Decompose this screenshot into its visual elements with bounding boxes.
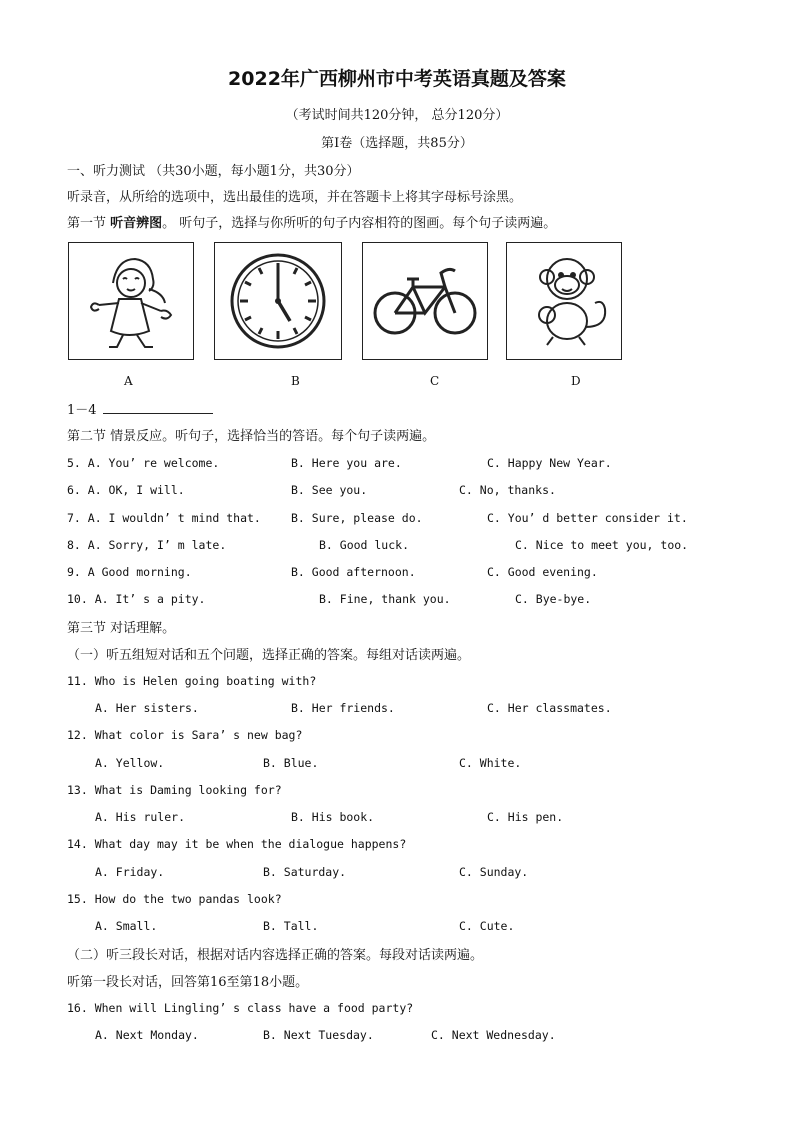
picture-label-d: D <box>571 374 581 388</box>
q13-question: 13. What is Daming looking for? <box>67 783 282 797</box>
picture-label-a: A <box>124 374 133 388</box>
picture-a <box>68 242 194 360</box>
picture-d <box>506 242 622 360</box>
section1-prefix: 第一节 <box>67 216 111 231</box>
q6-c: C. No, thanks. <box>459 483 556 497</box>
q13-a: A. His ruler. <box>95 810 186 824</box>
q11-a: A. Her sisters. <box>95 701 199 715</box>
question-1-4 <box>67 399 213 418</box>
q9-c: C. Good evening. <box>487 565 598 579</box>
section2-heading: 第二节 情景反应。听句子，选择恰当的答语。每个句子读两遍。 <box>67 429 436 444</box>
q11-c: C. Her classmates. <box>487 701 612 715</box>
q14-b: B. Saturday. <box>263 865 347 879</box>
q11-question: 11. Who is Helen going boating with? <box>67 674 317 688</box>
part1-instruction: 听录音，从所给的选项中，选出最佳的选项，并在答题卡上将其字母标号涂黑。 <box>67 190 523 205</box>
q15-c: C. Cute. <box>459 919 515 933</box>
q7-a: 7. A. I wouldn’ t mind that. <box>67 511 261 525</box>
q16-a: A. Next Monday. <box>95 1028 199 1042</box>
q8-a: 8. A. Sorry, I’ m late. <box>67 538 227 552</box>
section1-rest: 。 听句子，选择与你所听的句子内容相符的图画。每个句子读两遍。 <box>162 216 557 231</box>
page-title: 2022年广西柳州市中考英语真题及答案 <box>228 68 566 90</box>
q9-a: 9. A Good morning. <box>67 565 192 579</box>
volume-heading: 第Ⅰ卷（选择题，共85分） <box>321 136 473 151</box>
q15-question: 15. How do the two pandas look? <box>67 892 282 906</box>
q12-c: C. White. <box>459 756 522 770</box>
q13-c: C. His pen. <box>487 810 564 824</box>
q6-a: 6. A. OK, I will. <box>67 483 185 497</box>
picture-b <box>214 242 342 360</box>
q12-question: 12. What color is Sara’ s new bag? <box>67 728 303 742</box>
q8-b: B. Good luck. <box>319 538 410 552</box>
picture-c <box>362 242 488 360</box>
q10-a: 10. A. It’ s a pity. <box>67 592 206 606</box>
q5-c: C. Happy New Year. <box>487 456 612 470</box>
q15-b: B. Tall. <box>263 919 319 933</box>
question-1-4-label: 1－4 <box>67 403 97 418</box>
bicycle-icon <box>363 243 487 359</box>
section3-part1-heading: （一）听五组短对话和五个问题，选择正确的答案。每组对话读两遍。 <box>67 648 471 663</box>
q14-question: 14. What day may it be when the dialogue happens? <box>67 837 407 851</box>
q13-b: B. His book. <box>291 810 375 824</box>
q5-a: 5. A. You’ re welcome. <box>67 456 220 470</box>
section1-heading <box>67 212 556 231</box>
q14-c: C. Sunday. <box>459 865 529 879</box>
q12-a: A. Yellow. <box>95 756 165 770</box>
q6-b: B. See you. <box>291 483 368 497</box>
q11-b: B. Her friends. <box>291 701 395 715</box>
section3-heading: 第三节 对话理解。 <box>67 621 176 636</box>
q16-b: B. Next Tuesday. <box>263 1028 374 1042</box>
q7-b: B. Sure, please do. <box>291 511 423 525</box>
q15-a: A. Small. <box>95 919 158 933</box>
part1-heading: 一、听力测试 （共30小题，每小题1分，共30分） <box>67 164 360 179</box>
q7-c: C. You’ d better consider it. <box>487 511 688 525</box>
q12-b: B. Blue. <box>263 756 319 770</box>
monkey-icon <box>507 243 621 359</box>
q5-b: B. Here you are. <box>291 456 402 470</box>
exam-info: （考试时间共120分钟， 总分120分） <box>285 108 509 123</box>
q8-c: C. Nice to meet you, too. <box>515 538 689 552</box>
q16-c: C. Next Wednesday. <box>431 1028 556 1042</box>
section3-part2-first: 听第一段长对话，回答第16至第18小题。 <box>67 975 309 990</box>
picture-label-b: B <box>291 374 300 388</box>
section3-part2-heading: （二）听三段长对话，根据对话内容选择正确的答案。每段对话读两遍。 <box>67 948 484 963</box>
q14-a: A. Friday. <box>95 865 165 879</box>
q9-b: B. Good afternoon. <box>291 565 416 579</box>
q10-c: C. Bye-bye. <box>515 592 592 606</box>
q10-b: B. Fine, thank you. <box>319 592 451 606</box>
q16-question: 16. When will Lingling’ s class have a food party? <box>67 1001 414 1015</box>
girl-icon <box>69 243 193 359</box>
answer-blank[interactable] <box>103 402 213 414</box>
picture-label-c: C <box>430 374 440 388</box>
section1-bold: 听音辨图 <box>110 216 163 231</box>
clock-icon <box>215 243 341 359</box>
